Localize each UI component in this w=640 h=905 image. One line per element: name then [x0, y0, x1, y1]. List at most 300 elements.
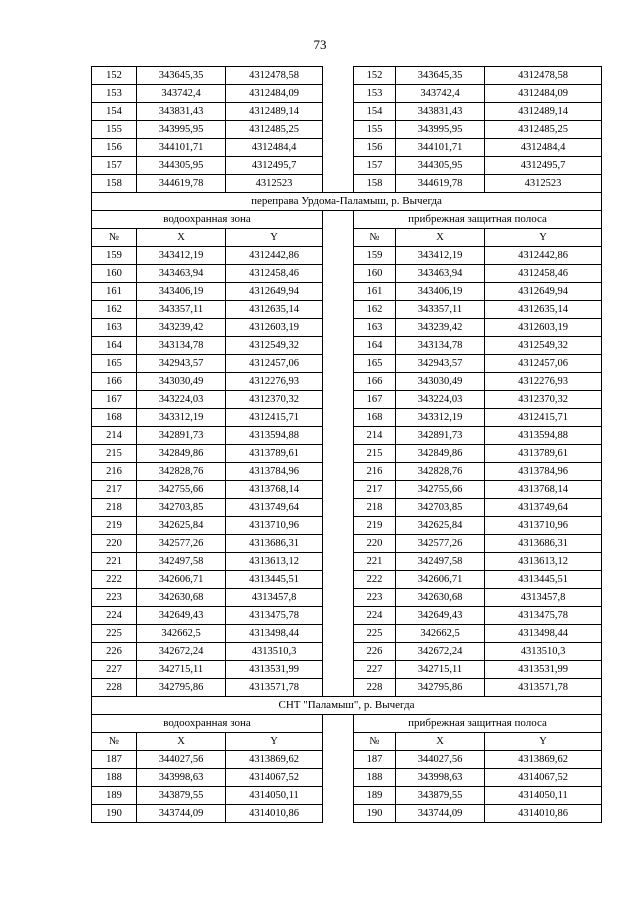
table-row	[92, 571, 602, 589]
cell-x: 343134,78	[396, 337, 485, 355]
cell-x: 342755,66	[396, 481, 485, 499]
cell-x: 344619,78	[396, 175, 485, 193]
cell-x: 343134,78	[137, 337, 226, 355]
table-row	[92, 409, 602, 427]
cell-y: 4312549,32	[485, 337, 602, 355]
cell-x: 344619,78	[137, 175, 226, 193]
cell-x: 342703,85	[396, 499, 485, 517]
cell-y: 4313768,14	[226, 481, 323, 499]
left-subsection-title: водоохранная зона	[92, 715, 323, 733]
cell-x: 344101,71	[137, 139, 226, 157]
cell-y: 4312484,4	[226, 139, 323, 157]
section-title: СНТ "Паламыш", р. Вычегда	[92, 697, 602, 715]
cell-x: 343995,95	[396, 121, 485, 139]
column-gap	[323, 247, 354, 265]
cell-y: 4313445,51	[226, 571, 323, 589]
cell-number: 222	[354, 571, 396, 589]
cell-number: 155	[354, 121, 396, 139]
page-number: 73	[313, 37, 327, 52]
cell-y: 4314010,86	[226, 805, 323, 823]
cell-number: 153	[92, 85, 137, 103]
cell-number: 166	[354, 373, 396, 391]
cell-number: 164	[354, 337, 396, 355]
table-row	[92, 355, 602, 373]
subsection-title-row	[92, 715, 602, 733]
cell-y: 4313571,78	[485, 679, 602, 697]
cell-number: 165	[92, 355, 137, 373]
table-row	[92, 85, 602, 103]
table-row	[92, 301, 602, 319]
column-gap	[323, 373, 354, 391]
cell-number: 226	[92, 643, 137, 661]
cell-y: 4312478,58	[485, 67, 602, 85]
cell-number: 154	[92, 103, 137, 121]
cell-y: 4312478,58	[226, 67, 323, 85]
right-header-y: Y	[485, 733, 602, 751]
cell-x: 342672,24	[396, 643, 485, 661]
cell-y: 4312415,71	[226, 409, 323, 427]
left-header-y: Y	[226, 733, 323, 751]
cell-number: 220	[354, 535, 396, 553]
cell-number: 163	[354, 319, 396, 337]
cell-number: 189	[354, 787, 396, 805]
cell-x: 342577,26	[137, 535, 226, 553]
cell-number: 153	[354, 85, 396, 103]
cell-y: 4312635,14	[226, 301, 323, 319]
cell-number: 160	[354, 265, 396, 283]
table-row	[92, 265, 602, 283]
cell-number: 216	[92, 463, 137, 481]
cell-number: 159	[92, 247, 137, 265]
right-header-number: №	[354, 229, 396, 247]
cell-number: 188	[92, 769, 137, 787]
cell-y: 4312484,09	[485, 85, 602, 103]
cell-number: 188	[354, 769, 396, 787]
table-row	[92, 427, 602, 445]
cell-x: 343995,95	[137, 121, 226, 139]
table-row	[92, 643, 602, 661]
cell-y: 4312485,25	[485, 121, 602, 139]
cell-y: 4313869,62	[226, 751, 323, 769]
column-gap	[323, 805, 354, 823]
cell-number: 190	[92, 805, 137, 823]
cell-number: 162	[92, 301, 137, 319]
cell-y: 4314050,11	[226, 787, 323, 805]
table-row	[92, 769, 602, 787]
column-gap	[323, 733, 354, 751]
cell-y: 4312370,32	[226, 391, 323, 409]
cell-y: 4313531,99	[485, 661, 602, 679]
cell-x: 343645,35	[396, 67, 485, 85]
cell-x: 342649,43	[396, 607, 485, 625]
cell-x: 342795,86	[396, 679, 485, 697]
cell-y: 4314010,86	[485, 805, 602, 823]
cell-y: 4313789,61	[485, 445, 602, 463]
cell-x: 342943,57	[137, 355, 226, 373]
left-header-x: X	[137, 733, 226, 751]
cell-y: 4313475,78	[226, 607, 323, 625]
table-row	[92, 445, 602, 463]
cell-y: 4312457,06	[485, 355, 602, 373]
cell-y: 4312458,46	[485, 265, 602, 283]
cell-y: 4314050,11	[485, 787, 602, 805]
cell-x: 342715,11	[396, 661, 485, 679]
section-title-row	[92, 697, 602, 715]
column-gap	[323, 481, 354, 499]
cell-x: 343744,09	[396, 805, 485, 823]
cell-y: 4313457,8	[485, 589, 602, 607]
cell-x: 343742,4	[396, 85, 485, 103]
table-row	[92, 373, 602, 391]
cell-x: 343030,49	[396, 373, 485, 391]
cell-number: 227	[354, 661, 396, 679]
cell-y: 4312649,94	[485, 283, 602, 301]
cell-y: 4313510,3	[226, 643, 323, 661]
cell-x: 342630,68	[137, 589, 226, 607]
cell-y: 4312370,32	[485, 391, 602, 409]
cell-number: 219	[92, 517, 137, 535]
cell-number: 218	[92, 499, 137, 517]
cell-y: 4313784,96	[226, 463, 323, 481]
cell-y: 4312489,14	[485, 103, 602, 121]
cell-x: 343312,19	[396, 409, 485, 427]
cell-x: 342662,5	[396, 625, 485, 643]
cell-y: 4313498,44	[485, 625, 602, 643]
cell-y: 4313710,96	[226, 517, 323, 535]
cell-x: 343224,03	[137, 391, 226, 409]
table-row	[92, 805, 602, 823]
left-subsection-title: водоохранная зона	[92, 211, 323, 229]
cell-y: 4312457,06	[226, 355, 323, 373]
right-header-number: №	[354, 733, 396, 751]
cell-x: 343831,43	[137, 103, 226, 121]
cell-number: 159	[354, 247, 396, 265]
column-gap	[323, 607, 354, 625]
cell-y: 4313613,12	[485, 553, 602, 571]
cell-x: 343463,94	[137, 265, 226, 283]
cell-x: 343412,19	[137, 247, 226, 265]
cell-y: 4313710,96	[485, 517, 602, 535]
cell-number: 215	[92, 445, 137, 463]
cell-y: 4313613,12	[226, 553, 323, 571]
cell-x: 342577,26	[396, 535, 485, 553]
column-gap	[323, 661, 354, 679]
cell-y: 4312484,4	[485, 139, 602, 157]
cell-x: 342630,68	[396, 589, 485, 607]
cell-x: 342891,73	[396, 427, 485, 445]
column-gap	[323, 589, 354, 607]
cell-number: 218	[354, 499, 396, 517]
cell-x: 343357,11	[137, 301, 226, 319]
column-gap	[323, 679, 354, 697]
cell-x: 342891,73	[137, 427, 226, 445]
column-gap	[323, 157, 354, 175]
cell-x: 343224,03	[396, 391, 485, 409]
column-gap	[323, 139, 354, 157]
table-row	[92, 175, 602, 193]
cell-y: 4314067,52	[226, 769, 323, 787]
column-gap	[323, 121, 354, 139]
cell-x: 342625,84	[137, 517, 226, 535]
table-row	[92, 535, 602, 553]
cell-number: 223	[92, 589, 137, 607]
cell-x: 342755,66	[137, 481, 226, 499]
cell-y: 4312276,93	[485, 373, 602, 391]
table-row	[92, 319, 602, 337]
cell-number: 187	[354, 751, 396, 769]
cell-number: 167	[354, 391, 396, 409]
cell-number: 216	[354, 463, 396, 481]
cell-y: 4313789,61	[226, 445, 323, 463]
cell-number: 167	[92, 391, 137, 409]
cell-x: 343998,63	[137, 769, 226, 787]
cell-y: 4314067,52	[485, 769, 602, 787]
column-gap	[323, 211, 354, 229]
cell-x: 343030,49	[137, 373, 226, 391]
cell-x: 342943,57	[396, 355, 485, 373]
cell-x: 342497,58	[137, 553, 226, 571]
cell-y: 4312485,25	[226, 121, 323, 139]
cell-number: 157	[92, 157, 137, 175]
table-row	[92, 157, 602, 175]
cell-number: 228	[354, 679, 396, 697]
cell-number: 222	[92, 571, 137, 589]
cell-x: 343879,55	[137, 787, 226, 805]
cell-y: 4312489,14	[226, 103, 323, 121]
table-row	[92, 787, 602, 805]
column-gap	[323, 769, 354, 787]
cell-x: 343742,4	[137, 85, 226, 103]
table-row	[92, 103, 602, 121]
column-gap	[323, 301, 354, 319]
cell-number: 220	[92, 535, 137, 553]
cell-number: 214	[354, 427, 396, 445]
table-row	[92, 589, 602, 607]
cell-number: 225	[354, 625, 396, 643]
cell-y: 4313594,88	[485, 427, 602, 445]
column-gap	[323, 337, 354, 355]
cell-x: 342606,71	[396, 571, 485, 589]
table-row	[92, 607, 602, 625]
cell-y: 4312442,86	[226, 247, 323, 265]
cell-number: 156	[354, 139, 396, 157]
table-row	[92, 751, 602, 769]
cell-y: 4313594,88	[226, 427, 323, 445]
cell-y: 4312603,19	[485, 319, 602, 337]
cell-number: 168	[92, 409, 137, 427]
column-gap	[323, 229, 354, 247]
column-gap	[323, 751, 354, 769]
cell-x: 342849,86	[137, 445, 226, 463]
left-header-number: №	[92, 229, 137, 247]
left-header-x: X	[137, 229, 226, 247]
column-gap	[323, 535, 354, 553]
cell-number: 152	[92, 67, 137, 85]
cell-x: 343645,35	[137, 67, 226, 85]
right-header-y: Y	[485, 229, 602, 247]
cell-y: 4312523	[485, 175, 602, 193]
table-row	[92, 67, 602, 85]
right-header-x: X	[396, 229, 485, 247]
left-header-number: №	[92, 733, 137, 751]
table-row	[92, 517, 602, 535]
cell-x: 342795,86	[137, 679, 226, 697]
column-gap	[323, 427, 354, 445]
cell-y: 4313869,62	[485, 751, 602, 769]
column-gap	[323, 445, 354, 463]
section-title-row	[92, 193, 602, 211]
column-gap	[323, 409, 354, 427]
cell-x: 343406,19	[137, 283, 226, 301]
column-gap	[323, 391, 354, 409]
cell-number: 187	[92, 751, 137, 769]
cell-x: 343239,42	[396, 319, 485, 337]
right-header-x: X	[396, 733, 485, 751]
right-subsection-title: прибрежная защитная полоса	[354, 715, 602, 733]
cell-y: 4312415,71	[485, 409, 602, 427]
cell-x: 342703,85	[137, 499, 226, 517]
column-header-row	[92, 733, 602, 751]
cell-x: 343879,55	[396, 787, 485, 805]
cell-y: 4312635,14	[485, 301, 602, 319]
subsection-title-row	[92, 211, 602, 229]
cell-number: 168	[354, 409, 396, 427]
cell-x: 342672,24	[137, 643, 226, 661]
cell-number: 161	[92, 283, 137, 301]
cell-y: 4312549,32	[226, 337, 323, 355]
cell-number: 164	[92, 337, 137, 355]
column-gap	[323, 463, 354, 481]
column-gap	[323, 175, 354, 193]
cell-y: 4312495,7	[226, 157, 323, 175]
cell-number: 227	[92, 661, 137, 679]
cell-x: 344101,71	[396, 139, 485, 157]
cell-y: 4313784,96	[485, 463, 602, 481]
cell-y: 4312458,46	[226, 265, 323, 283]
column-gap	[323, 643, 354, 661]
cell-y: 4312649,94	[226, 283, 323, 301]
cell-number: 158	[354, 175, 396, 193]
cell-y: 4313768,14	[485, 481, 602, 499]
column-gap	[323, 625, 354, 643]
cell-y: 4313498,44	[226, 625, 323, 643]
cell-number: 161	[354, 283, 396, 301]
cell-number: 217	[354, 481, 396, 499]
cell-y: 4312603,19	[226, 319, 323, 337]
cell-x: 342828,76	[396, 463, 485, 481]
column-gap	[323, 85, 354, 103]
cell-x: 343831,43	[396, 103, 485, 121]
cell-x: 344305,95	[396, 157, 485, 175]
cell-number: 152	[354, 67, 396, 85]
cell-x: 342649,43	[137, 607, 226, 625]
column-gap	[323, 355, 354, 373]
cell-x: 343312,19	[137, 409, 226, 427]
column-gap	[323, 715, 354, 733]
cell-number: 215	[354, 445, 396, 463]
column-gap	[323, 319, 354, 337]
cell-x: 342625,84	[396, 517, 485, 535]
column-gap	[323, 67, 354, 85]
cell-x: 343357,11	[396, 301, 485, 319]
column-gap	[323, 787, 354, 805]
table-row	[92, 625, 602, 643]
cell-number: 223	[354, 589, 396, 607]
cell-number: 160	[92, 265, 137, 283]
cell-y: 4313445,51	[485, 571, 602, 589]
table-row	[92, 337, 602, 355]
table-row	[92, 661, 602, 679]
cell-x: 343406,19	[396, 283, 485, 301]
cell-number: 225	[92, 625, 137, 643]
section-title: переправа Урдома-Паламыш, р. Вычегда	[92, 193, 602, 211]
cell-number: 158	[92, 175, 137, 193]
cell-number: 162	[354, 301, 396, 319]
cell-y: 4312484,09	[226, 85, 323, 103]
cell-y: 4312442,86	[485, 247, 602, 265]
coordinates-table	[91, 66, 602, 823]
cell-number: 155	[92, 121, 137, 139]
cell-x: 343744,09	[137, 805, 226, 823]
cell-x: 343463,94	[396, 265, 485, 283]
cell-number: 228	[92, 679, 137, 697]
table-row	[92, 139, 602, 157]
column-gap	[323, 103, 354, 121]
cell-x: 342606,71	[137, 571, 226, 589]
cell-x: 342828,76	[137, 463, 226, 481]
column-gap	[323, 517, 354, 535]
cell-x: 342497,58	[396, 553, 485, 571]
cell-y: 4313531,99	[226, 661, 323, 679]
column-gap	[323, 499, 354, 517]
cell-number: 226	[354, 643, 396, 661]
cell-number: 217	[92, 481, 137, 499]
cell-x: 343412,19	[396, 247, 485, 265]
cell-y: 4313749,64	[226, 499, 323, 517]
table-row	[92, 247, 602, 265]
cell-y: 4313475,78	[485, 607, 602, 625]
cell-number: 190	[354, 805, 396, 823]
cell-x: 342849,86	[396, 445, 485, 463]
table-row	[92, 391, 602, 409]
column-header-row	[92, 229, 602, 247]
cell-number: 189	[92, 787, 137, 805]
cell-x: 342662,5	[137, 625, 226, 643]
cell-y: 4313749,64	[485, 499, 602, 517]
cell-y: 4313457,8	[226, 589, 323, 607]
cell-number: 163	[92, 319, 137, 337]
cell-x: 344305,95	[137, 157, 226, 175]
cell-number: 214	[92, 427, 137, 445]
cell-y: 4312523	[226, 175, 323, 193]
left-header-y: Y	[226, 229, 323, 247]
cell-y: 4313510,3	[485, 643, 602, 661]
right-subsection-title: прибрежная защитная полоса	[354, 211, 602, 229]
column-gap	[323, 553, 354, 571]
cell-number: 224	[354, 607, 396, 625]
cell-y: 4313571,78	[226, 679, 323, 697]
cell-x: 342715,11	[137, 661, 226, 679]
cell-x: 343239,42	[137, 319, 226, 337]
cell-number: 224	[92, 607, 137, 625]
cell-number: 221	[92, 553, 137, 571]
cell-number: 221	[354, 553, 396, 571]
cell-x: 344027,56	[396, 751, 485, 769]
column-gap	[323, 283, 354, 301]
cell-y: 4313686,31	[485, 535, 602, 553]
cell-number: 156	[92, 139, 137, 157]
table-row	[92, 481, 602, 499]
